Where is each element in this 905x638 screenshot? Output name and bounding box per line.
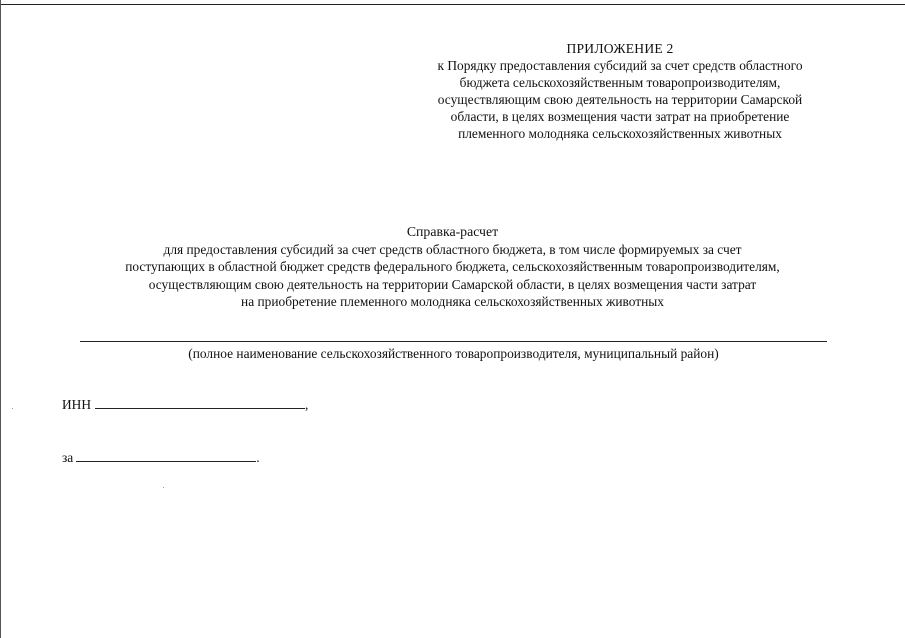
certificate-title: Справка-расчет (406, 224, 499, 239)
inn-label: ИНН (62, 397, 92, 412)
certificate-line: поступающих в областной бюджет средств федерального бюджета, сельскохозяйственным товаропроизводителям, (125, 259, 780, 274)
scan-speck (12, 408, 13, 409)
certificate-line: осуществляющим свою деятельность на территории Самарской области, в целях возмещения части затрат (148, 276, 757, 292)
appendix-line: племенного молодняка сельскохозяйственных животных (458, 126, 782, 141)
certificate-heading (40, 223, 865, 311)
inn-suffix: , (305, 397, 309, 412)
appendix-line: к Порядку предоставления субсидий за счет средств областного (437, 58, 803, 73)
period-field[interactable] (76, 449, 256, 462)
certificate-line: для предоставления субсидий за счет средств областного бюджета, в том числе формируемых за счет (163, 241, 742, 257)
appendix-line: области, в целях возмещения части затрат на приобретение (450, 109, 790, 124)
producer-name-field[interactable] (80, 341, 827, 342)
inn-row (62, 396, 308, 413)
period-row (62, 449, 260, 466)
appendix-line: осуществляющим свою деятельность на территории Самарской (437, 92, 803, 107)
producer-name-caption: (полное наименование сельскохозяйственного товаропроизводителя, муниципальный район) (188, 346, 719, 361)
appendix-line: бюджета сельскохозяйственным товаропроизводителям, (459, 75, 781, 90)
appendix-header (405, 40, 835, 142)
period-label: за (62, 450, 74, 465)
scan-speck (163, 487, 164, 488)
period-suffix: . (256, 450, 260, 465)
scan-edge-top (0, 4, 905, 5)
certificate-line: на приобретение племенного молодняка сельскохозяйственных животных (241, 294, 664, 309)
inn-field[interactable] (95, 396, 305, 409)
scan-edge-left (0, 0, 1, 638)
appendix-title: ПРИЛОЖЕНИЕ 2 (566, 41, 674, 56)
